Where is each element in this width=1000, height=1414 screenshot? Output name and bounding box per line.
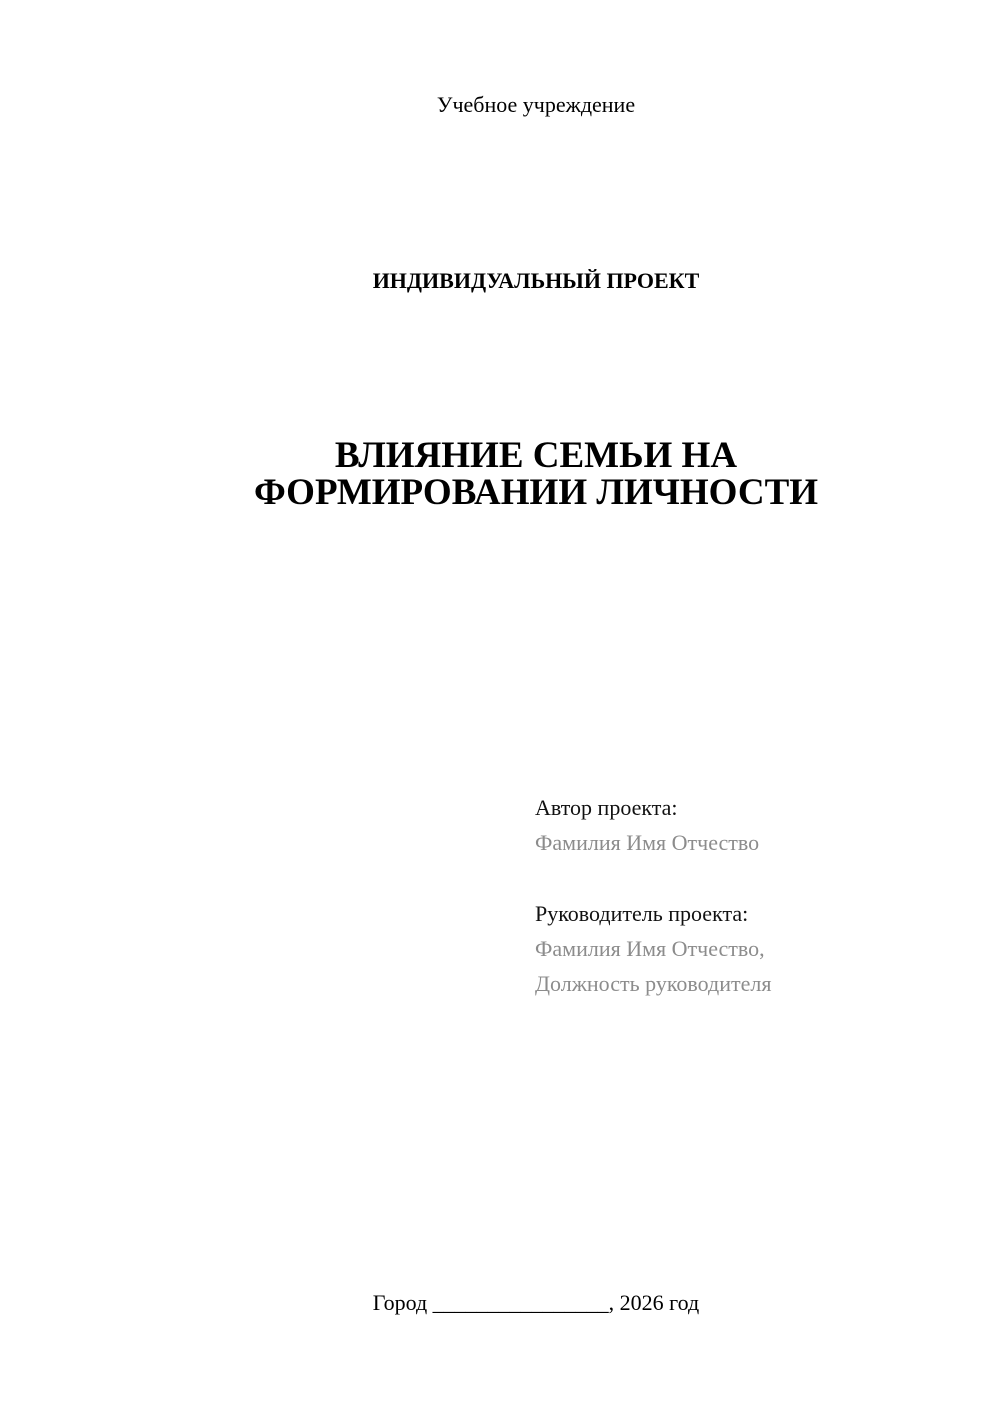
city-year-footer: Город ________________, 2026 год [372,1290,700,1315]
project-title [72,437,1000,511]
project-people-block [535,790,975,1001]
author-label: Автор проекта: [535,795,678,820]
project-title-line-2: ФОРМИРОВАНИИ ЛИЧНОСТИ [253,472,819,513]
project-type-heading: ИНДИВИДУАЛЬНЫЙ ПРОЕКТ [372,268,700,293]
spacer [535,860,975,896]
author-name: Фамилия Имя Отчество [535,830,760,855]
supervisor-label: Руководитель проекта: [535,901,749,926]
supervisor-position: Должность руководителя [535,971,772,996]
supervisor-name: Фамилия Имя Отчество, [535,936,765,961]
project-title-line-1: ВЛИЯНИЕ СЕМЬИ НА [334,435,738,476]
institution-name: Учебное учреждение [436,92,636,117]
